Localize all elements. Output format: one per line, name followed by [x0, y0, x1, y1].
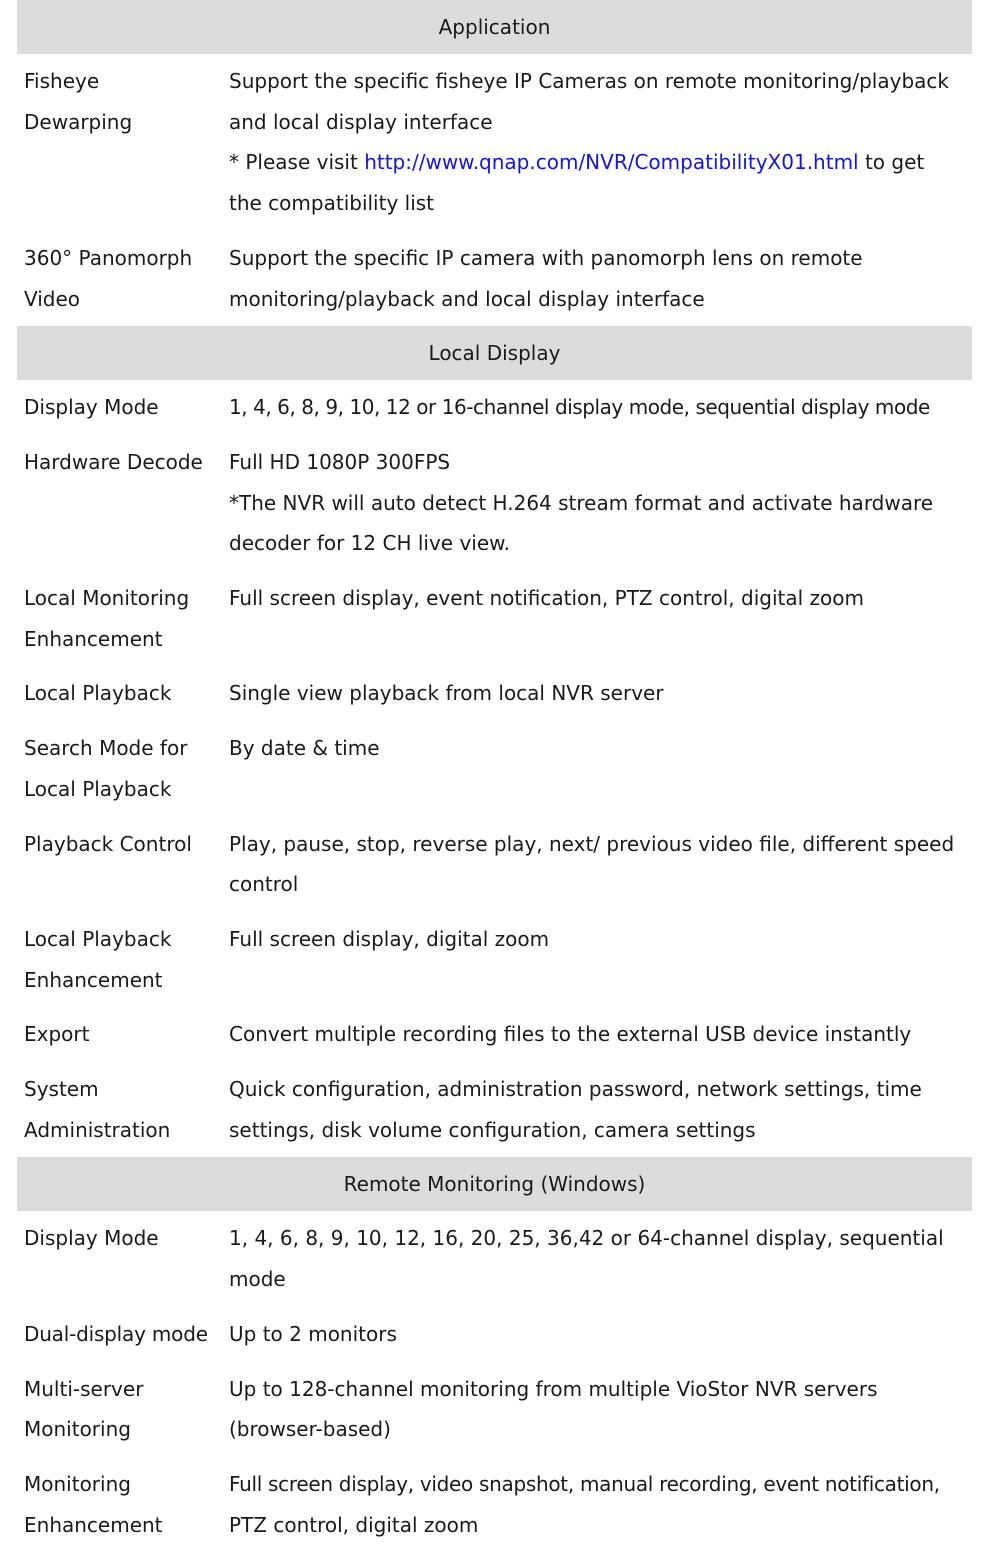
- spec-label: Dual-display mode: [24, 1321, 208, 1346]
- spec-label: System Administration: [24, 1077, 171, 1142]
- spec-table: [17, 0, 972, 1552]
- spec-row-search-mode: [17, 721, 972, 816]
- spec-value: Convert multiple recording files to the external USB device instantly: [229, 1022, 912, 1047]
- spec-label: Display Mode: [24, 1226, 159, 1251]
- spec-value: 1, 4, 6, 8, 9, 10, 12, 16, 20, 25, 36,42 or 64-channel display, sequential mode: [229, 1226, 944, 1292]
- spec-value: Support the specific IP camera with panomorph lens on remote monitoring/playback and local display interface: [229, 245, 863, 311]
- spec-row-monitoring-enhancement: [17, 1457, 972, 1552]
- spec-row-multi-server-monitoring: [17, 1362, 972, 1457]
- spec-label: Hardware Decode: [24, 449, 203, 474]
- spec-value: Full screen display, digital zoom: [229, 926, 550, 951]
- spec-value: Quick configuration, administration password, network settings, time settings, disk volume configuration, camera settings: [229, 1077, 922, 1142]
- section-title: Remote Monitoring (Windows): [17, 1157, 972, 1211]
- spec-label: Search Mode for Local Playback: [24, 736, 188, 801]
- spec-row-playback-control: [17, 817, 972, 912]
- spec-row-system-administration: [17, 1062, 972, 1157]
- spec-value: Support the specific fisheye IP Cameras on remote monitoring/playback and local display interface * Please visit http://www.qnap.com/NVR/CompatibilityX01.html to get the compatibility list: [222, 54, 972, 231]
- spec-value: Full HD 1080P 300FPS *The NVR will auto detect H.264 stream format and activate hardware decoder for 12 CH live view.: [229, 449, 934, 556]
- section-title: Local Display: [17, 326, 972, 380]
- spec-label: Monitoring Enhancement: [24, 1471, 163, 1537]
- spec-label: Multi-server Monitoring: [24, 1376, 144, 1442]
- spec-row-local-monitoring-enhancement: [17, 571, 972, 666]
- spec-row-remote-display-mode: [17, 1211, 972, 1306]
- spec-row-dual-display-mode: [17, 1307, 972, 1362]
- spec-row-export: [17, 1007, 972, 1062]
- spec-value: Up to 2 monitors: [229, 1321, 397, 1346]
- spec-label: 360° Panomorph Video: [24, 245, 193, 311]
- spec-value: Full screen display, event notification, PTZ control, digital zoom: [229, 586, 864, 611]
- spec-value: Single view playback from local NVR server: [229, 681, 664, 706]
- spec-row-panomorph-video: [17, 231, 972, 326]
- spec-row-local-playback: [17, 666, 972, 721]
- spec-label: Local Monitoring Enhancement: [24, 586, 190, 651]
- spec-value: Full screen display, video snapshot, manual recording, event notification, PTZ control, digital zoom: [229, 1471, 940, 1537]
- compatibility-note: * Please visit http://www.qnap.com/NVR/CompatibilityX01.html to get: [229, 150, 925, 175]
- spec-value: Up to 128-channel monitoring from multiple VioStor NVR servers (browser-based): [229, 1376, 878, 1442]
- compatibility-list-link[interactable]: http://www.qnap.com/NVR/CompatibilityX01.html: [364, 150, 859, 175]
- spec-label: Fisheye Dewarping: [24, 69, 133, 134]
- spec-label: Export: [24, 1022, 90, 1047]
- spec-row-display-mode: [17, 380, 972, 435]
- spec-value: By date & time: [229, 736, 380, 761]
- spec-label: Local Playback: [24, 681, 172, 706]
- section-header-remote-monitoring: [17, 1157, 972, 1211]
- spec-row-fisheye-dewarping: [17, 54, 972, 231]
- spec-value: 1, 4, 6, 8, 9, 10, 12 or 16-channel display mode, sequential display mode: [229, 395, 930, 420]
- spec-label: Display Mode: [24, 395, 159, 420]
- section-header-local-display: [17, 326, 972, 380]
- spec-row-hardware-decode: [17, 435, 972, 571]
- section-title: Application: [17, 0, 972, 54]
- spec-label: Playback Control: [24, 831, 192, 856]
- section-header-application: [17, 0, 972, 54]
- spec-value: Play, pause, stop, reverse play, next/ previous video file, different speed control: [229, 831, 955, 897]
- spec-row-local-playback-enhancement: [17, 912, 972, 1007]
- spec-label: Local Playback Enhancement: [24, 926, 172, 992]
